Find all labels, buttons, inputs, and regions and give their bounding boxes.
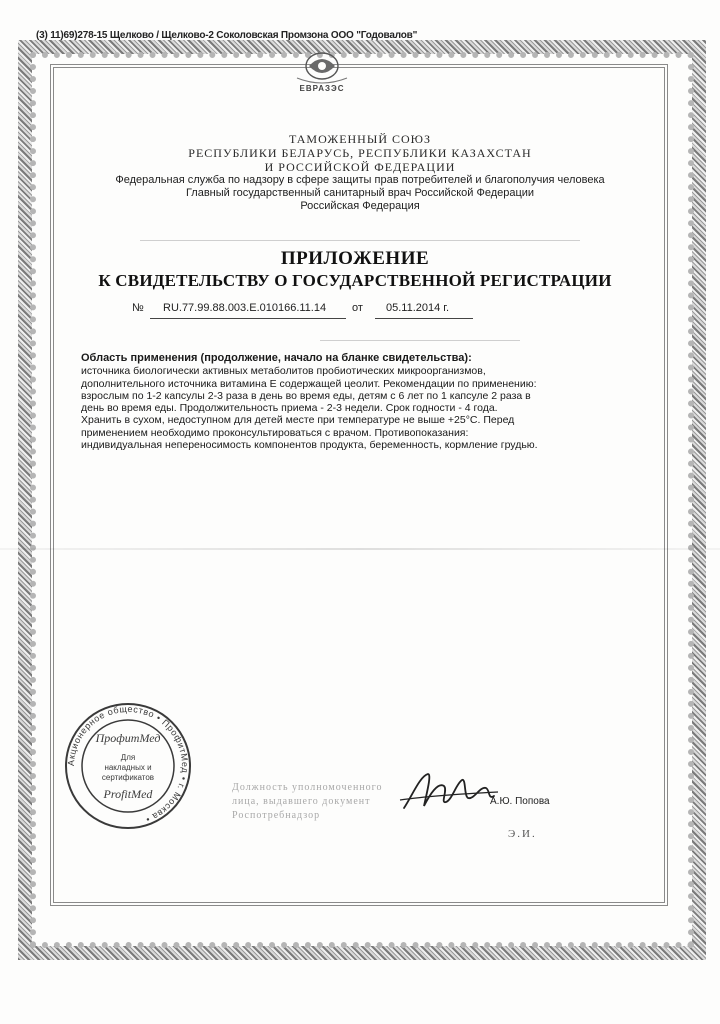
reg-number: RU.77.99.88.003.Е.010166.11.14: [163, 302, 327, 314]
stamp-purpose-3: сертификатов: [101, 773, 155, 782]
reg-number-underline: [150, 318, 346, 319]
faint-rule-top: [140, 240, 580, 241]
faded-official-line-2: лица, выдавшего документ: [232, 796, 371, 807]
title-annex: ПРИЛОЖЕНИЕ: [280, 248, 430, 269]
scope-section: [81, 352, 541, 451]
emblem-label: ЕВРАЗЭС: [299, 84, 345, 93]
republics-line-1: РЕСПУБЛИКИ БЕЛАРУСЬ, РЕСПУБЛИКИ КАЗАХСТАН: [188, 146, 532, 160]
reg-number-label: №: [132, 302, 144, 314]
signer-name: А.Ю. Попова: [490, 796, 550, 807]
reg-date-label: от: [352, 302, 363, 314]
reg-date: 05.11.2014 г.: [386, 302, 450, 314]
paper-fold: [0, 548, 720, 550]
federal-service: Федеральная служба по надзору в сфере защиты прав потребителей и благополучия человека: [115, 174, 605, 186]
handwritten-signature: [398, 766, 502, 816]
chief-doctor: Главный государственный санитарный врач Российской Федерации: [185, 187, 535, 199]
stamp-purpose-2: накладных и: [104, 763, 152, 772]
stamp-purpose-1: Для: [120, 753, 136, 762]
faint-rule-mid: [320, 340, 520, 341]
form-code-mark: Э.И.: [508, 828, 537, 840]
scope-text: источника биологически активных метаболитов пробиотических микроорганизмов, дополнительного источника витамина Е содержащей цеолит. Рекомендации по применению: взрослым по 1-2 капсулы 2-3 раза в день во время еды, детям с 6 лет по 1 капсуле 2 раза в день во время еды. Продолжительность приема - 2-3 недели. Срок годности - 4 года. Хранить в сухом, недоступном для детей месте при температуре не выше +25°C. Перед применением необходимо проконсультироваться с врачом. Противопоказания: индивидуальная непереносимость компонентов продукта, беременность, кормление грудью.: [81, 365, 538, 452]
fax-header: (3) 11)69)278-15 Щелково / Щелково-2 Соколовская Промзона ООО "Годовалов": [36, 30, 418, 41]
issuer-heading: [100, 132, 620, 213]
customs-union-title: ТАМОЖЕННЫЙ СОЮЗ: [289, 132, 431, 146]
document-title: [60, 248, 650, 292]
faded-official-line-3: Роспотребнадзор: [232, 810, 321, 821]
republics-line-2: И РОССИЙСКОЙ ФЕДЕРАЦИИ: [264, 160, 456, 174]
faded-official-line-1: Должность уполномоченного: [232, 782, 383, 793]
title-certificate: К СВИДЕТЕЛЬСТВУ О ГОСУДАРСТВЕННОЙ РЕГИСТРАЦИИ: [98, 271, 612, 290]
stamp-brand-top: ПрофитМед: [95, 731, 161, 745]
scope-heading: Область применения (продолжение, начало на бланке свидетельства):: [81, 352, 472, 364]
stamp-ring-text: Акционерное общество • ПрофитМед • г. Москва •: [65, 703, 191, 825]
company-seal-stamp: [62, 700, 194, 832]
country-name: Российская Федерация: [300, 200, 420, 212]
reg-date-underline: [375, 318, 473, 319]
stamp-brand-bottom: ProfitMed: [103, 787, 153, 801]
